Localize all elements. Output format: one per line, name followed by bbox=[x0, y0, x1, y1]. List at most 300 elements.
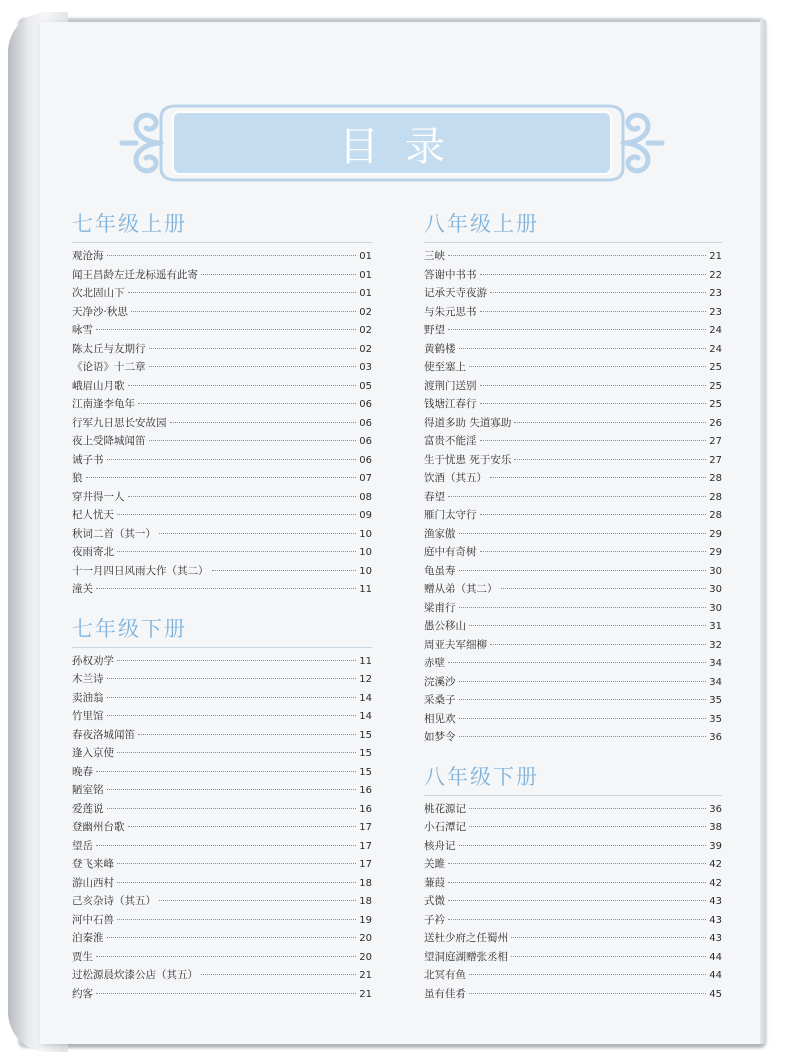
toc-entry[interactable] bbox=[424, 526, 722, 545]
toc-entry-title: 送杜少府之任蜀州 bbox=[424, 932, 508, 944]
toc-entry-title: 十一月四日风雨大作（其二） bbox=[72, 564, 209, 577]
dot-leader bbox=[469, 974, 706, 975]
dot-leader bbox=[107, 459, 357, 460]
toc-entry-title: 诫子书 bbox=[72, 453, 104, 466]
dot-leader bbox=[469, 625, 706, 626]
section-title-8b: 八年级下册 bbox=[424, 764, 539, 789]
dot-leader bbox=[107, 715, 357, 716]
toc-entry-page: 21 bbox=[359, 970, 372, 981]
dot-leader bbox=[201, 974, 356, 975]
toc-entry[interactable] bbox=[72, 708, 372, 727]
toc-entry[interactable] bbox=[72, 690, 372, 709]
toc-entry-page: 29 bbox=[709, 528, 722, 540]
toc-entry-page: 17 bbox=[359, 840, 372, 852]
left-column bbox=[72, 207, 372, 1004]
toc-entry-title: 北冥有鱼 bbox=[424, 969, 466, 981]
toc-entry-title: 如梦令 bbox=[424, 731, 456, 743]
toc-entry[interactable] bbox=[424, 507, 722, 526]
section-rule bbox=[72, 647, 372, 648]
toc-entry-page: 17 bbox=[359, 822, 372, 833]
toc-entry-title: 峨眉山月歌 bbox=[72, 379, 125, 392]
toc-entry-page: 02 bbox=[359, 325, 372, 336]
toc-entry-page: 36 bbox=[709, 732, 722, 743]
toc-entry-page: 16 bbox=[359, 785, 372, 796]
toc-entry[interactable] bbox=[72, 856, 372, 875]
toc-entry[interactable] bbox=[72, 526, 372, 545]
toc-entry-page: 25 bbox=[709, 399, 722, 410]
dot-leader bbox=[149, 348, 357, 349]
toc-entry-page: 44 bbox=[709, 970, 722, 981]
toc-entry-page: 18 bbox=[359, 896, 372, 907]
toc-entry[interactable] bbox=[72, 893, 372, 912]
toc-entry-page: 35 bbox=[709, 695, 722, 706]
toc-entry-page: 43 bbox=[709, 933, 722, 944]
dot-leader bbox=[459, 570, 707, 571]
page-edge bbox=[760, 20, 766, 1044]
toc-entry-page: 18 bbox=[359, 877, 372, 889]
toc-entry[interactable] bbox=[72, 949, 372, 968]
toc-entry-title: 富贵不能淫 bbox=[424, 435, 477, 447]
toc-entry-page: 15 bbox=[359, 729, 372, 741]
section-rule bbox=[424, 242, 722, 243]
toc-entry-page: 36 bbox=[709, 803, 722, 815]
dot-leader bbox=[107, 697, 357, 698]
toc-entry-title: 江南逢李龟年 bbox=[72, 398, 135, 410]
dot-leader bbox=[459, 681, 707, 682]
toc-entry[interactable] bbox=[424, 618, 722, 637]
toc-entry-title: 钱塘江春行 bbox=[424, 398, 477, 410]
dot-leader bbox=[96, 993, 356, 994]
dot-leader bbox=[448, 662, 706, 663]
toc-list-8b bbox=[424, 801, 722, 1005]
toc-entry-page: 05 bbox=[359, 380, 372, 392]
dot-leader bbox=[117, 752, 356, 753]
toc-entry[interactable] bbox=[424, 838, 722, 857]
toc-entry[interactable] bbox=[72, 248, 372, 267]
toc-entry-title: 周亚夫军细柳 bbox=[424, 638, 487, 651]
toc-entry[interactable] bbox=[424, 801, 722, 820]
toc-entry-page: 16 bbox=[359, 803, 372, 815]
toc-entry[interactable] bbox=[424, 893, 722, 912]
toc-list-7b bbox=[72, 653, 372, 1005]
dot-leader bbox=[96, 329, 356, 330]
toc-entry-title: 观沧海 bbox=[72, 250, 104, 262]
toc-entry-title: 潼关 bbox=[72, 583, 93, 595]
toc-entry-title: 桃花源记 bbox=[424, 802, 466, 815]
dot-leader bbox=[159, 533, 356, 534]
toc-entry[interactable] bbox=[72, 452, 372, 471]
toc-entry[interactable] bbox=[424, 875, 722, 894]
toc-entry-title: 子衿 bbox=[424, 913, 445, 926]
toc-entry-page: 15 bbox=[359, 748, 372, 759]
dot-leader bbox=[459, 736, 707, 737]
toc-entry[interactable] bbox=[424, 433, 722, 452]
toc-entry[interactable] bbox=[72, 563, 372, 582]
dot-leader bbox=[448, 919, 706, 920]
toc-entry-title: 游山西村 bbox=[72, 876, 114, 889]
toc-entry-title: 黄鹤楼 bbox=[424, 342, 456, 355]
toc-entry-title: 相见欢 bbox=[424, 712, 456, 725]
dot-leader bbox=[117, 863, 356, 864]
toc-entry-page: 11 bbox=[359, 584, 372, 595]
toc-entry[interactable] bbox=[424, 322, 722, 341]
toc-entry[interactable] bbox=[72, 507, 372, 526]
toc-list-8a bbox=[424, 248, 722, 748]
toc-entry-page: 38 bbox=[709, 822, 722, 833]
toc-entry-page: 28 bbox=[709, 510, 722, 521]
toc-entry-page: 32 bbox=[709, 639, 722, 651]
toc-entry-page: 24 bbox=[709, 343, 722, 355]
toc-entry-page: 12 bbox=[359, 674, 372, 685]
toc-entry-title: 春望 bbox=[424, 490, 445, 503]
toc-entry-title: 卖油翁 bbox=[72, 691, 104, 704]
toc-entry-title: 望洞庭湖赠张丞相 bbox=[424, 950, 508, 963]
toc-entry[interactable] bbox=[424, 819, 722, 838]
toc-entry[interactable] bbox=[424, 637, 722, 656]
toc-entry-title: 饮酒（其五） bbox=[424, 472, 487, 484]
toc-entry[interactable] bbox=[72, 581, 372, 600]
dot-leader bbox=[96, 771, 356, 772]
dot-leader bbox=[149, 440, 357, 441]
dot-leader bbox=[159, 900, 356, 901]
toc-entry-page: 14 bbox=[359, 692, 372, 704]
toc-entry[interactable] bbox=[72, 912, 372, 931]
toc-entry[interactable] bbox=[424, 674, 722, 693]
dot-leader bbox=[459, 607, 707, 608]
toc-entry[interactable] bbox=[72, 745, 372, 764]
right-column bbox=[424, 207, 722, 1004]
toc-entry[interactable] bbox=[424, 949, 722, 968]
dot-leader bbox=[128, 292, 357, 293]
toc-entry-page: 11 bbox=[359, 655, 372, 667]
toc-entry-page: 44 bbox=[709, 951, 722, 963]
toc-entry[interactable] bbox=[72, 267, 372, 286]
toc-entry-page: 30 bbox=[709, 584, 722, 595]
toc-entry[interactable] bbox=[72, 819, 372, 838]
toc-entry[interactable] bbox=[424, 267, 722, 286]
toc-entry-title: 生于忧患 死于安乐 bbox=[424, 453, 512, 466]
dot-leader bbox=[107, 255, 357, 256]
toc-entry-title: 登幽州台歌 bbox=[72, 821, 125, 833]
dot-leader bbox=[459, 533, 707, 534]
dot-leader bbox=[459, 845, 707, 846]
toc-entry-page: 45 bbox=[709, 988, 722, 1000]
toc-entry-page: 21 bbox=[709, 251, 722, 262]
toc-entry-page: 43 bbox=[709, 896, 722, 907]
toc-entry-title: 渔家傲 bbox=[424, 527, 456, 540]
dot-leader bbox=[469, 826, 706, 827]
dot-leader bbox=[107, 678, 357, 679]
dot-leader bbox=[117, 514, 356, 515]
toc-entry[interactable] bbox=[72, 653, 372, 672]
toc-entry[interactable] bbox=[72, 967, 372, 986]
toc-entry-page: 23 bbox=[709, 306, 722, 318]
toc-entry[interactable] bbox=[72, 671, 372, 690]
toc-entry-page: 10 bbox=[359, 528, 372, 540]
toc-entry-title: 夜上受降城闻笛 bbox=[72, 435, 146, 447]
toc-entry-title: 渡荆门送别 bbox=[424, 379, 477, 392]
toc-entry[interactable] bbox=[72, 359, 372, 378]
toc-entry-title: 狼 bbox=[72, 472, 83, 484]
section-title-8a: 八年级上册 bbox=[424, 212, 539, 236]
toc-entry-title: 关雎 bbox=[424, 858, 445, 870]
toc-entry-page: 20 bbox=[359, 933, 372, 944]
toc-entry-page: 25 bbox=[709, 380, 722, 392]
toc-entry[interactable] bbox=[424, 359, 722, 378]
toc-entry-title: 《论语》十二章 bbox=[72, 361, 146, 373]
dot-leader bbox=[469, 808, 706, 809]
toc-entry-page: 35 bbox=[709, 713, 722, 725]
toc-entry-page: 19 bbox=[359, 914, 372, 926]
toc-entry[interactable] bbox=[72, 304, 372, 323]
toc-entry[interactable] bbox=[72, 285, 372, 304]
dot-leader bbox=[117, 551, 356, 552]
toc-entry-title: 陋室铭 bbox=[72, 784, 104, 796]
toc-entry[interactable] bbox=[424, 248, 722, 267]
toc-entry[interactable] bbox=[72, 930, 372, 949]
dot-leader bbox=[459, 718, 707, 719]
dot-leader bbox=[131, 311, 356, 312]
toc-entry-title: 采桑子 bbox=[424, 694, 456, 706]
dot-leader bbox=[480, 403, 707, 404]
toc-entry-title: 逢入京使 bbox=[72, 747, 114, 759]
toc-entry-title: 虽有佳肴 bbox=[424, 987, 466, 1000]
section-title-7a: 七年级上册 bbox=[72, 212, 187, 236]
dot-leader bbox=[201, 274, 356, 275]
toc-entry[interactable] bbox=[424, 396, 722, 415]
toc-entry-title: 赤壁 bbox=[424, 657, 445, 669]
toc-entry-page: 21 bbox=[359, 988, 372, 1000]
toc-entry-title: 行军九日思长安故园 bbox=[72, 416, 167, 429]
toc-entry-page: 34 bbox=[709, 658, 722, 669]
toc-entry-page: 09 bbox=[359, 510, 372, 521]
dot-leader bbox=[469, 993, 706, 994]
toc-entry[interactable] bbox=[424, 544, 722, 563]
toc-entry-page: 27 bbox=[709, 436, 722, 447]
toc-entry[interactable] bbox=[72, 986, 372, 1005]
toc-entry-title: 式微 bbox=[424, 895, 445, 907]
toc-entry-page: 06 bbox=[359, 399, 372, 410]
dot-leader bbox=[448, 863, 706, 864]
toc-entry[interactable] bbox=[72, 764, 372, 783]
toc-entry[interactable] bbox=[72, 470, 372, 489]
toc-entry-page: 34 bbox=[709, 676, 722, 688]
toc-entry-page: 26 bbox=[709, 417, 722, 429]
toc-entry[interactable] bbox=[424, 304, 722, 323]
toc-entry[interactable] bbox=[72, 341, 372, 360]
toc-entry-title: 使至塞上 bbox=[424, 361, 466, 373]
toc-entry-title: 愚公移山 bbox=[424, 620, 466, 632]
toc-entry[interactable] bbox=[424, 692, 722, 711]
toc-entry-page: 02 bbox=[359, 306, 372, 318]
toc-entry-title: 贾生 bbox=[72, 950, 93, 963]
dot-leader bbox=[138, 734, 356, 735]
toc-entry-title: 核舟记 bbox=[424, 839, 456, 852]
dot-leader bbox=[514, 459, 706, 460]
toc-entry-page: 20 bbox=[359, 951, 372, 963]
dot-leader bbox=[514, 422, 706, 423]
dot-leader bbox=[511, 937, 706, 938]
toc-entry-title: 闻王昌龄左迁龙标遥有此寄 bbox=[72, 268, 198, 281]
toc-entry-page: 25 bbox=[709, 362, 722, 373]
toc-entry[interactable] bbox=[72, 544, 372, 563]
dot-leader bbox=[107, 808, 357, 809]
dot-leader bbox=[480, 514, 707, 515]
toc-entry-title: 咏雪 bbox=[72, 324, 93, 336]
toc-entry-title: 龟虽寿 bbox=[424, 564, 456, 577]
toc-entry-title: 河中石兽 bbox=[72, 913, 114, 926]
toc-entry[interactable] bbox=[424, 729, 722, 748]
toc-entry-page: 01 bbox=[359, 251, 372, 262]
toc-entry-page: 03 bbox=[359, 362, 372, 373]
toc-entry-page: 08 bbox=[359, 491, 372, 503]
toc-entry-page: 17 bbox=[359, 859, 372, 870]
toc-entry-page: 06 bbox=[359, 417, 372, 429]
toc-entry[interactable] bbox=[72, 322, 372, 341]
toc-entry-page: 30 bbox=[709, 565, 722, 577]
dot-leader bbox=[448, 496, 706, 497]
dot-leader bbox=[480, 551, 707, 552]
toc-entry-title: 赠从弟（其二） bbox=[424, 583, 498, 595]
dot-leader bbox=[212, 570, 357, 571]
toc-entry-title: 己亥杂诗（其五） bbox=[72, 895, 156, 907]
toc-entry-page: 43 bbox=[709, 914, 722, 926]
toc-entry-page: 14 bbox=[359, 711, 372, 722]
toc-entry-page: 07 bbox=[359, 473, 372, 484]
toc-entry-page: 42 bbox=[709, 877, 722, 889]
toc-entry-title: 天净沙·秋思 bbox=[72, 305, 128, 318]
toc-entry[interactable] bbox=[424, 415, 722, 434]
toc-entry-title: 答谢中书书 bbox=[424, 268, 477, 281]
dot-leader bbox=[490, 644, 706, 645]
dot-leader bbox=[480, 440, 707, 441]
toc-entry-page: 31 bbox=[709, 621, 722, 632]
dot-leader bbox=[448, 882, 706, 883]
dot-leader bbox=[459, 348, 707, 349]
dot-leader bbox=[149, 366, 357, 367]
dot-leader bbox=[117, 660, 356, 661]
toc-list-7a bbox=[72, 248, 372, 600]
dot-leader bbox=[459, 699, 707, 700]
dot-leader bbox=[107, 937, 357, 938]
dot-leader bbox=[96, 845, 356, 846]
dot-leader bbox=[480, 311, 707, 312]
toc-entry[interactable] bbox=[72, 489, 372, 508]
toc-entry[interactable] bbox=[424, 967, 722, 986]
dot-leader bbox=[117, 919, 356, 920]
toc-entry[interactable] bbox=[424, 600, 722, 619]
toc-entry-page: 28 bbox=[709, 473, 722, 484]
toc-entry-page: 22 bbox=[709, 269, 722, 281]
toc-entry-page: 02 bbox=[359, 343, 372, 355]
toc-entry-title: 蒹葭 bbox=[424, 876, 445, 889]
toc-entry-title: 穿井得一人 bbox=[72, 490, 125, 503]
dot-leader bbox=[96, 956, 356, 957]
dot-leader bbox=[448, 900, 706, 901]
section-rule bbox=[424, 795, 722, 796]
dot-leader bbox=[480, 385, 707, 386]
toc-entry[interactable] bbox=[72, 396, 372, 415]
dot-leader bbox=[469, 366, 706, 367]
toc-entry[interactable] bbox=[424, 930, 722, 949]
toc-entry-title: 竹里馆 bbox=[72, 710, 104, 722]
toc-entry[interactable] bbox=[424, 341, 722, 360]
section-rule bbox=[72, 242, 372, 243]
toc-entry[interactable] bbox=[424, 655, 722, 674]
toc-entry[interactable] bbox=[424, 470, 722, 489]
toc-entry-page: 42 bbox=[709, 859, 722, 870]
toc-entry[interactable] bbox=[424, 378, 722, 397]
dot-leader bbox=[170, 422, 357, 423]
dot-leader bbox=[96, 588, 356, 589]
dot-leader bbox=[128, 826, 357, 827]
toc-entry[interactable] bbox=[72, 433, 372, 452]
toc-entry-page: 10 bbox=[359, 565, 372, 577]
toc-entry-title: 孙权劝学 bbox=[72, 654, 114, 667]
toc-entry[interactable] bbox=[424, 986, 722, 1005]
dot-leader bbox=[501, 588, 707, 589]
toc-entry[interactable] bbox=[72, 727, 372, 746]
toc-entry-title: 望岳 bbox=[72, 839, 93, 852]
toc-entry[interactable] bbox=[72, 875, 372, 894]
toc-entry-page: 06 bbox=[359, 454, 372, 466]
toc-entry-title: 与朱元思书 bbox=[424, 305, 477, 318]
dot-leader bbox=[448, 255, 706, 256]
dot-leader bbox=[86, 477, 357, 478]
toc-entry[interactable] bbox=[424, 912, 722, 931]
toc-entry-title: 三峡 bbox=[424, 250, 445, 262]
toc-entry-page: 15 bbox=[359, 766, 372, 778]
toc-entry-title: 过松源晨炊漆公店（其五） bbox=[72, 969, 198, 981]
toc-entry-title: 野望 bbox=[424, 324, 445, 336]
toc-entry-title: 记承天寺夜游 bbox=[424, 287, 487, 299]
toc-entry-page: 23 bbox=[709, 288, 722, 299]
toc-entry-title: 秋词二首（其一） bbox=[72, 527, 156, 540]
toc-entry[interactable] bbox=[72, 838, 372, 857]
toc-entry[interactable] bbox=[72, 801, 372, 820]
toc-entry-title: 雁门太守行 bbox=[424, 509, 477, 521]
toc-entry-title: 登飞来峰 bbox=[72, 858, 114, 870]
toc-entry[interactable] bbox=[424, 856, 722, 875]
toc-entry-page: 39 bbox=[709, 840, 722, 852]
toc-entry-page: 27 bbox=[709, 454, 722, 466]
toc-entry-title: 木兰诗 bbox=[72, 673, 104, 685]
dot-leader bbox=[448, 329, 706, 330]
toc-entry[interactable] bbox=[72, 415, 372, 434]
toc-entry-page: 24 bbox=[709, 325, 722, 336]
toc-entry[interactable] bbox=[72, 782, 372, 801]
toc-entry-title: 浣溪沙 bbox=[424, 675, 456, 688]
toc-entry[interactable] bbox=[72, 378, 372, 397]
section-title-7b: 七年级下册 bbox=[72, 616, 187, 641]
toc-entry-title: 得道多助 失道寡助 bbox=[424, 416, 512, 429]
toc-entry-title: 夜雨寄北 bbox=[72, 546, 114, 558]
toc-entry[interactable] bbox=[424, 452, 722, 471]
toc-entry[interactable] bbox=[424, 581, 722, 600]
dot-leader bbox=[490, 477, 706, 478]
dot-leader bbox=[490, 292, 706, 293]
dot-leader bbox=[107, 789, 357, 790]
toc-entry[interactable] bbox=[424, 489, 722, 508]
toc-entry[interactable] bbox=[424, 285, 722, 304]
toc-entry-title: 杞人忧天 bbox=[72, 509, 114, 521]
toc-entry-title: 约客 bbox=[72, 987, 93, 1000]
dot-leader bbox=[128, 385, 357, 386]
toc-entry[interactable] bbox=[424, 711, 722, 730]
toc-entry-page: 06 bbox=[359, 436, 372, 447]
toc-entry[interactable] bbox=[424, 563, 722, 582]
toc-entry-title: 泊秦淮 bbox=[72, 932, 104, 944]
